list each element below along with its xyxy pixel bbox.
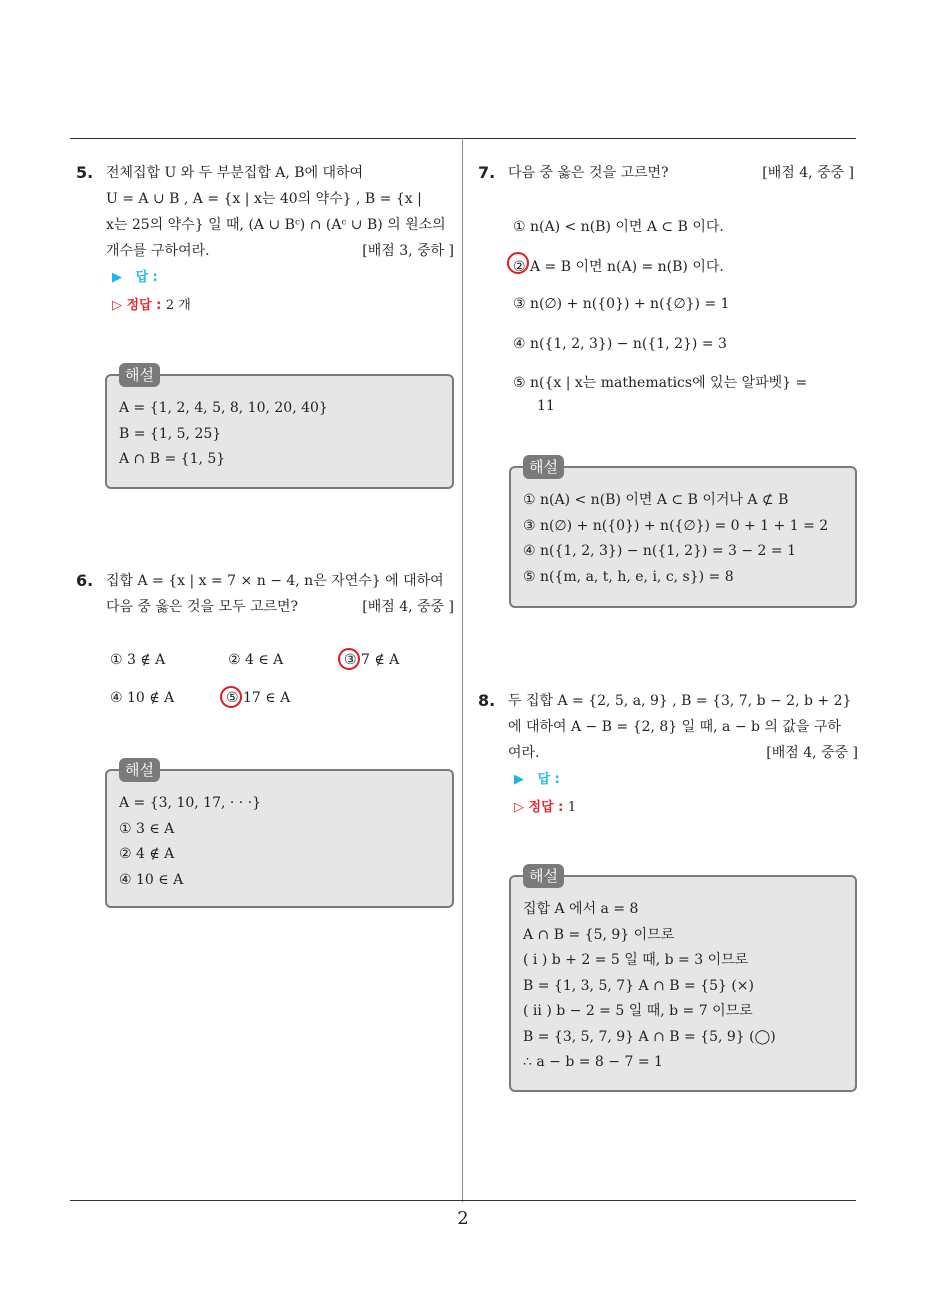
solution-line: B = {1, 3, 5, 7} A ∩ B = {5} (×) [523, 977, 754, 994]
question-5 [76, 160, 454, 320]
score-meta: [배점 4, 중중 ] [766, 745, 858, 761]
solution-line: B = {3, 5, 7, 9} A ∩ B = {5, 9} (◯) [523, 1028, 776, 1045]
solution-box-6 [105, 761, 454, 908]
answer-line [514, 766, 858, 794]
solution-line: A ∩ B = {1, 5} [119, 451, 226, 467]
question-8 [478, 688, 858, 822]
solution-tag: 해설 [523, 864, 564, 888]
question-7 [478, 160, 854, 186]
correct-value: 1 [567, 800, 577, 815]
solution-box-5 [105, 366, 454, 489]
correct-value: 2 개 [165, 298, 191, 313]
choice-5: ⑤ n({x | x는 mathematics에 있는 알파벳} = [513, 375, 808, 391]
solution-line: ( ii ) b − 2 = 5 일 때, b = 7 이므로 [523, 1003, 753, 1019]
triangle-outline-icon: ▷ [514, 800, 524, 815]
bottom-rule [70, 1200, 856, 1201]
correct-label: 정답 : [528, 800, 564, 815]
question-number: 6. [76, 571, 94, 590]
solution-box-7 [509, 458, 857, 608]
solution-line: ( i ) b + 2 = 5 일 때, b = 3 이므로 [523, 952, 749, 968]
stem-line: 전체집합 U 와 두 부분집합 A, B에 대하여 [106, 165, 364, 181]
stem-line: x는 25의 약수} 일 때, (A ∪ Bᶜ) ∩ (Aᶜ ∪ B) 의 원소의 [106, 217, 446, 233]
choices-7 [513, 216, 853, 416]
correct-answer-line [514, 794, 858, 822]
choice-1: ① 3 ∉ A [110, 652, 166, 668]
solution-line: ① 3 ∈ A [119, 820, 175, 837]
question-6 [76, 568, 454, 620]
stem-line: U = A ∪ B , A = {x | x는 40의 약수} , B = {x | [106, 191, 422, 207]
solution-line: ③ n(∅) + n({0}) + n({∅}) = 0 + 1 + 1 = 2 [523, 517, 829, 534]
solution-line: A = {1, 2, 4, 5, 8, 10, 20, 40} [119, 400, 328, 416]
column-divider [462, 138, 463, 1202]
score-meta: [배점 4, 중중 ] [362, 599, 454, 615]
solution-line: B = {1, 5, 25} [119, 425, 222, 442]
choice-4: ④ 10 ∉ A [110, 690, 175, 706]
choices-6 [110, 652, 450, 712]
solution-line: ① n(A) < n(B) 이면 A ⊂ B 이거나 A ⊄ B [523, 492, 789, 508]
stem-line: 다음 중 옳은 것을 모두 고르면? [배점 4, 중중 ] [106, 594, 454, 620]
correct-label: 정답 : [126, 298, 162, 313]
question-stem [106, 568, 454, 620]
solution-line: ∴ a − b = 8 − 7 = 1 [523, 1054, 663, 1070]
solution-line: ④ 10 ∈ A [119, 871, 184, 888]
triangle-outline-icon: ▷ [112, 298, 122, 313]
question-stem: 다음 중 옳은 것을 고르면? [배점 4, 중중 ] [508, 160, 854, 186]
solution-line: A = {3, 10, 17, · · ·} [119, 795, 262, 811]
choice-2: ② A = B 이면 n(A) = n(B) 이다. [513, 256, 724, 276]
solution-line: 집합 A 에서 a = 8 [523, 901, 639, 917]
score-meta: [배점 4, 중중 ] [762, 165, 854, 181]
solution-tag: 해설 [523, 455, 564, 479]
choice-2: ② 4 ∈ A [228, 652, 284, 668]
choice-3: ③ 7 ∉ A [344, 652, 399, 668]
choice-3: ③ n(∅) + n({0}) + n({∅}) = 1 [513, 296, 730, 312]
question-number: 7. [478, 163, 496, 182]
choice-5-continued: 11 [537, 398, 555, 414]
selected-circle-mark [220, 686, 242, 708]
stem-line: 여라. [배점 4, 중중 ] [508, 740, 858, 766]
answer-line [112, 264, 454, 292]
choice-4: ④ n({1, 2, 3}) − n({1, 2}) = 3 [513, 336, 727, 352]
solution-line: A ∩ B = {5, 9} 이므로 [523, 926, 675, 943]
answer-label: 답 : [135, 270, 158, 285]
stem-line: 두 집합 A = {2, 5, a, 9} , B = {3, 7, b − 2, b + 2} [508, 693, 852, 709]
solution-line: ② 4 ∉ A [119, 846, 175, 862]
question-stem [508, 688, 858, 766]
score-meta: [배점 3, 중하 ] [362, 243, 454, 259]
play-icon: ▶ [112, 270, 122, 285]
solution-tag: 해설 [119, 363, 160, 387]
stem-line: 집합 A = {x | x = 7 × n − 4, n은 자연수} 에 대하여 [106, 573, 444, 589]
page-number: 2 [457, 1208, 469, 1229]
selected-circle-mark [507, 252, 529, 274]
solution-tag: 해설 [119, 758, 160, 782]
solution-line: ④ n({1, 2, 3}) − n({1, 2}) = 3 − 2 = 1 [523, 543, 796, 559]
question-number: 8. [478, 691, 496, 710]
top-rule [70, 138, 856, 139]
solution-box-8 [509, 867, 857, 1092]
question-number: 5. [76, 163, 94, 182]
stem-line: 에 대하여 A − B = {2, 8} 일 때, a − b 의 값을 구하 [508, 719, 841, 735]
selected-circle-mark [338, 648, 360, 670]
answer-label: 답 : [537, 772, 560, 787]
play-icon: ▶ [514, 772, 524, 787]
choice-1: ① n(A) < n(B) 이면 A ⊂ B 이다. [513, 219, 724, 235]
stem-line: 개수를 구하여라. [배점 3, 중하 ] [106, 238, 454, 264]
correct-answer-line [112, 292, 454, 320]
choice-5: ⑤ 17 ∈ A [226, 690, 290, 706]
question-stem [106, 160, 454, 264]
solution-line: ⑤ n({m, a, t, h, e, i, c, s}) = 8 [523, 568, 734, 585]
